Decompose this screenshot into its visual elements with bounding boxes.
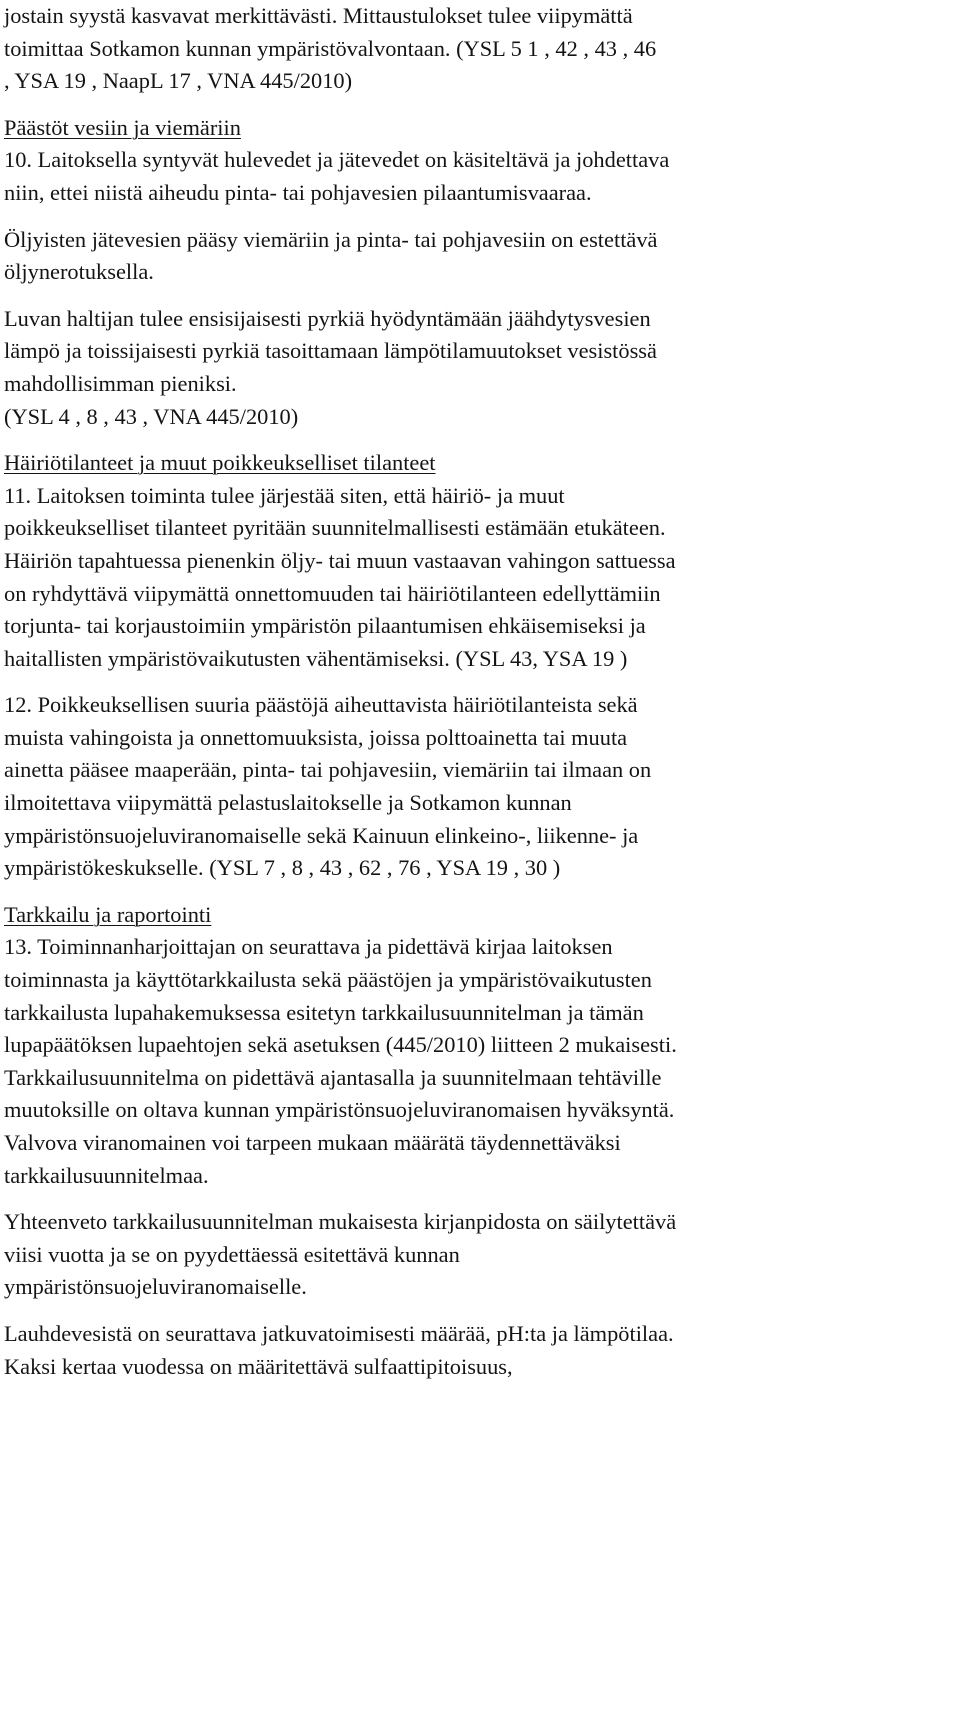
paragraph-oil-separation: [4, 224, 956, 289]
text-line: muutoksille on oltava kunnan ympäristönsuojeluviranomaisen hyväksyntä.: [4, 1097, 675, 1123]
text-line: Lauhdevesistä on seurattava jatkuvatoimisesti määrää, pH:ta ja lämpötilaa.: [4, 1320, 674, 1346]
text-line: Yhteenveto tarkkailusuunnitelman mukaisesta kirjanpidosta on säilytettävä: [4, 1209, 677, 1235]
text-line: Kaksi kertaa vuodessa on määritettävä sulfaattipitoisuus,: [4, 1353, 513, 1379]
text-line: haitallisten ympäristövaikutusten vähentämiseksi. (YSL 43, YSA 19 ): [4, 645, 628, 671]
text-line: 13. Toiminnanharjoittajan on seurattava ja pidettävä kirjaa laitoksen: [4, 934, 613, 960]
text-line: ympäristökeskukselle. (YSL 7 , 8 , 43 , 62 , 76 , YSA 19 , 30 ): [4, 855, 561, 881]
text-line: torjunta- tai korjaustoimiin ympäristön pilaantumisen ehkäisemiseksi ja: [4, 613, 646, 639]
text-line: ympäristönsuojeluviranomaiselle sekä Kainuun elinkeino-, liikenne- ja: [4, 822, 639, 848]
text-line: Öljyisten jätevesien pääsy viemäriin ja pinta- tai pohjavesiin on estettävä: [4, 226, 658, 252]
spacer: [4, 210, 956, 224]
spacer: [4, 1304, 956, 1318]
text-line: lupapäätöksen lupaehtojen sekä asetuksen (445/2010) liitteen 2 mukaisesti.: [4, 1032, 677, 1058]
spacer: [4, 98, 956, 112]
text-line: mahdollisimman pieniksi.: [4, 370, 237, 396]
paragraph-13: [4, 931, 956, 1192]
text-line: lämpö ja toissijaisesti pyrkiä tasoittamaan lämpötilamuutokset vesistössä: [4, 338, 657, 364]
text-line: ympäristönsuojeluviranomaiselle.: [4, 1274, 307, 1300]
text-line: toimittaa Sotkamon kunnan ympäristövalvontaan. (YSL 5 1 , 42 , 43 , 46: [4, 35, 657, 61]
text-line: Valvova viranomainen voi tarpeen mukaan määrätä täydennettäväksi: [4, 1130, 621, 1155]
text-line: ilmoitettava viipymättä pelastuslaitokselle ja Sotkamon kunnan: [4, 790, 572, 816]
spacer: [4, 433, 956, 447]
text-line: 10. Laitoksella syntyvät hulevedet ja jätevedet on käsiteltävä ja johdettava: [4, 147, 670, 173]
paragraph-11: [4, 480, 956, 676]
text-line: Häiriön tapahtuessa pienenkin öljy- tai muun vastaavan vahingon sattuessa: [4, 547, 676, 573]
text-line: on ryhdyttävä viipymättä onnettomuuden tai häiriötilanteen edellyttämiin: [4, 580, 661, 606]
text-line: tarkkailusta lupahakemuksessa esitetyn tarkkailusuunnitelman ja tämän: [4, 999, 644, 1025]
text-line: 11. Laitoksen toiminta tulee järjestää siten, että häiriö- ja muut: [4, 482, 565, 508]
spacer: [4, 1192, 956, 1206]
paragraph-summary-retention: [4, 1206, 956, 1304]
text-line: muista vahingoista ja onnettomuuksista, joissa polttoainetta tai muuta: [4, 724, 628, 750]
paragraph-10: [4, 144, 956, 209]
text-line: , YSA 19 , NaapL 17 , VNA 445/2010): [4, 68, 353, 94]
paragraph-12: [4, 689, 956, 885]
text-line: Tarkkailusuunnitelma on pidettävä ajantasalla ja suunnitelmaan tehtäville: [4, 1064, 662, 1090]
paragraph-cooling-water: [4, 303, 956, 433]
text-line: viisi vuotta ja se on pyydettäessä esitettävä kunnan: [4, 1241, 460, 1267]
text-line: ainetta pääsee maaperään, pinta- tai pohjavesiin, viemäriin tai ilmaan on: [4, 757, 652, 783]
spacer: [4, 675, 956, 689]
section-heading-disruptions: Häiriötilanteet ja muut poikkeukselliset tilanteet: [4, 450, 436, 476]
paragraph-measurement-reporting: [4, 0, 956, 98]
text-line: niin, ettei niistä aiheudu pinta- tai pohjavesien pilaantumisvaaraa.: [4, 179, 592, 205]
spacer: [4, 885, 956, 899]
text-line: (YSL 4 , 8 , 43 , VNA 445/2010): [4, 403, 299, 429]
section-heading-monitoring: Tarkkailu ja raportointi: [4, 901, 212, 927]
document-page: [4, 0, 956, 1383]
text-line: toiminnasta ja käyttötarkkailusta sekä päästöjen ja ympäristövaikutusten: [4, 967, 652, 993]
section-heading-emissions-water: Päästöt vesiin ja viemäriin: [4, 114, 241, 140]
text-line: tarkkailusuunnitelmaa.: [4, 1162, 209, 1188]
text-line: Luvan haltijan tulee ensisijaisesti pyrkiä hyödyntämään jäähdytysvesien: [4, 305, 651, 331]
text-line: poikkeukselliset tilanteet pyritään suunnitelmallisesti estämään etukäteen.: [4, 515, 666, 541]
paragraph-condensate-monitoring: [4, 1318, 956, 1383]
text-line: 12. Poikkeuksellisen suuria päästöjä aiheuttavista häiriötilanteista sekä: [4, 692, 638, 718]
text-line: öljynerotuksella.: [4, 259, 154, 285]
text-line: jostain syystä kasvavat merkittävästi. Mittaustulokset tulee viipymättä: [4, 3, 633, 28]
spacer: [4, 289, 956, 303]
